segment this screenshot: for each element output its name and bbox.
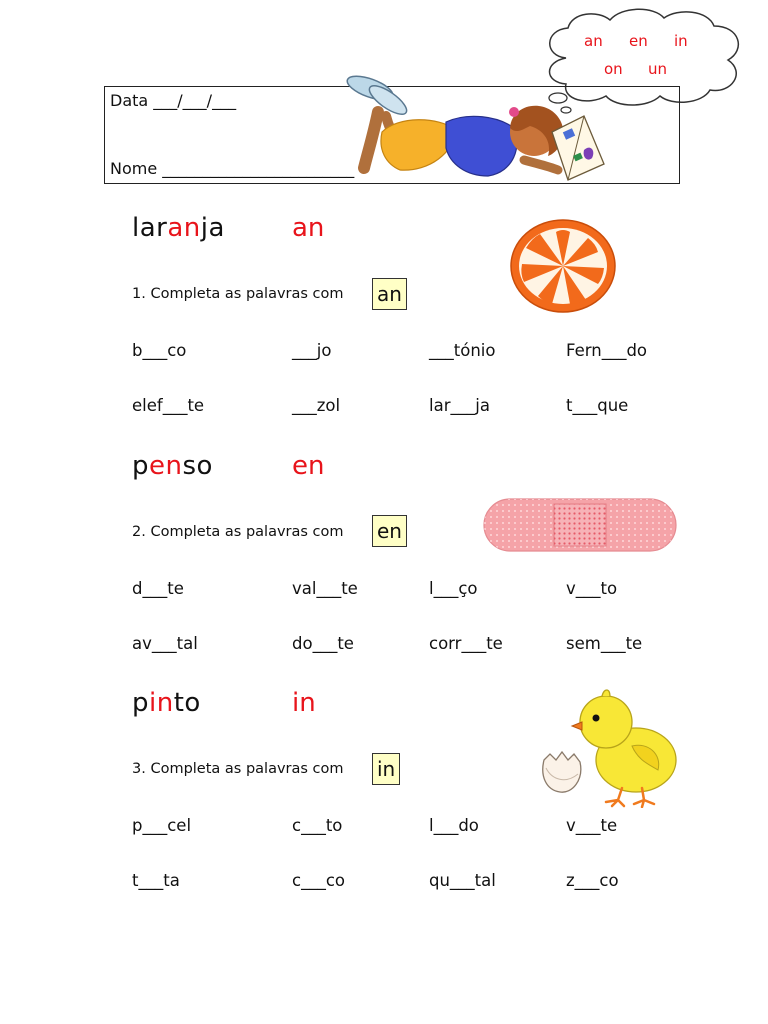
example-word: laranja <box>132 213 225 243</box>
exercise-word: z___co <box>566 871 619 890</box>
exercise-word: Fern___do <box>566 341 648 360</box>
cloud-syllable: an <box>584 32 603 50</box>
exercise-word: t___ta <box>132 871 180 890</box>
example-word: penso <box>132 451 213 481</box>
syllable-box: en <box>372 515 407 547</box>
exercise-word: do___te <box>292 634 354 653</box>
syllable-box: an <box>372 278 407 310</box>
exercise-word: lar___ja <box>429 396 490 415</box>
date-field[interactable]: Data ___/___/___ <box>110 91 237 110</box>
instruction-text: 2. Completa as palavras com <box>132 524 344 540</box>
girl-reading-icon <box>338 72 610 188</box>
exercise-word: v___to <box>566 579 618 598</box>
cloud-syllable: en <box>629 32 648 50</box>
instruction-text: 3. Completa as palavras com <box>132 761 344 777</box>
syllable-box: in <box>372 753 400 785</box>
section-syllable: in <box>292 688 316 718</box>
exercise-word: elef___te <box>132 396 205 415</box>
bandage-icon <box>482 496 678 554</box>
cloud-syllable: in <box>674 32 688 50</box>
name-field[interactable]: Nome ________________________ <box>110 159 355 178</box>
exercise-word: l___ço <box>429 579 478 598</box>
example-word: pinto <box>132 688 201 718</box>
exercise-word: corr___te <box>429 634 503 653</box>
orange-slice-icon <box>508 218 618 314</box>
exercise-word: t___que <box>566 396 629 415</box>
instruction-text: 1. Completa as palavras com <box>132 286 344 302</box>
exercise-word: p___cel <box>132 816 192 835</box>
cloud-syllable: un <box>648 60 668 78</box>
chick-icon <box>536 684 682 808</box>
exercise-word: l___do <box>429 816 479 835</box>
exercise-word: ___jo <box>292 341 332 360</box>
exercise-word: c___to <box>292 816 343 835</box>
section-syllable: an <box>292 213 325 243</box>
exercise-word: ___zol <box>292 396 341 415</box>
section-syllable: en <box>292 451 325 481</box>
cloud-syllable: on <box>604 60 623 78</box>
exercise-word: av___tal <box>132 634 198 653</box>
exercise-word: qu___tal <box>429 871 496 890</box>
exercise-word: d___te <box>132 579 184 598</box>
exercise-word: b___co <box>132 341 187 360</box>
exercise-word: c___co <box>292 871 345 890</box>
exercise-word: v___te <box>566 816 618 835</box>
exercise-word: val___te <box>292 579 358 598</box>
exercise-word: sem___te <box>566 634 643 653</box>
exercise-word: ___tónio <box>429 341 496 360</box>
